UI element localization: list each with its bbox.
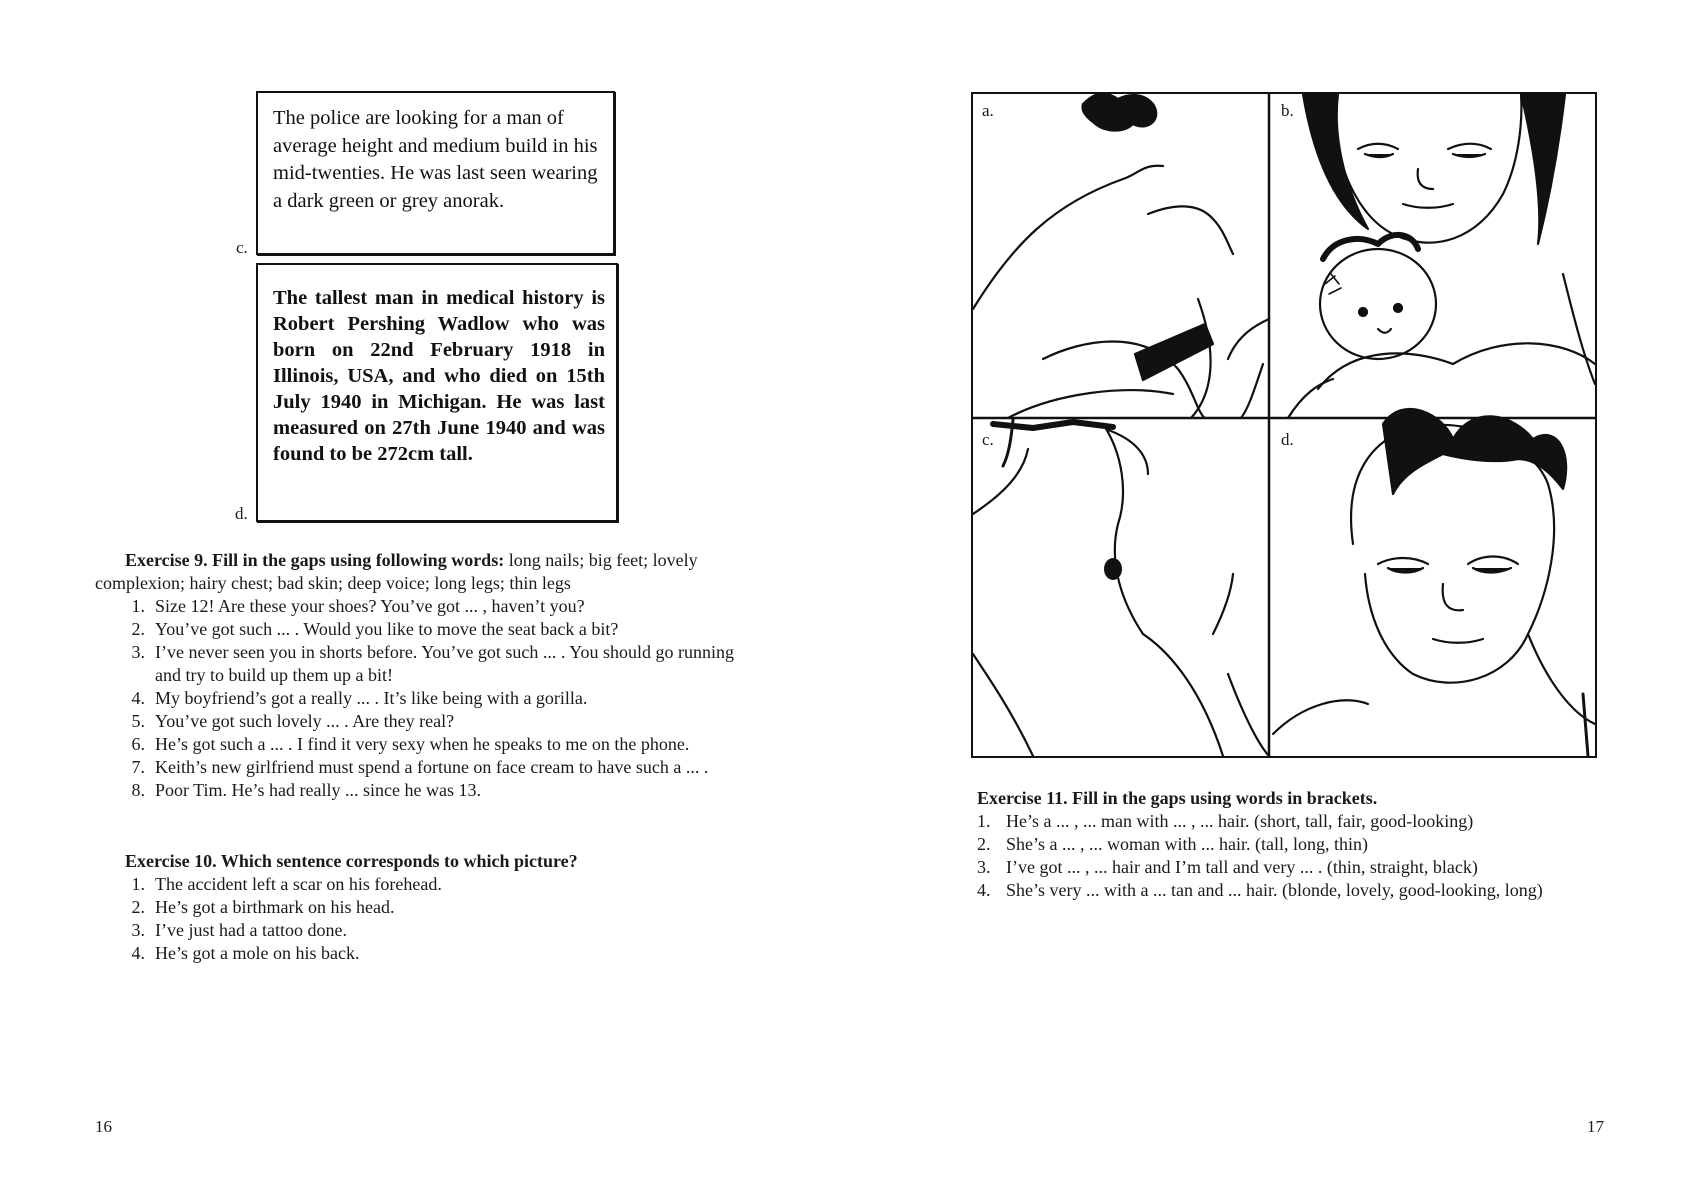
exercise-11 <box>977 787 1617 902</box>
item-text: My boyfriend’s got a really ... . It’s like being with a gorilla. <box>155 688 588 708</box>
exercise-11-heading: Exercise 11. Fill in the gaps using words in brackets. <box>977 788 1378 808</box>
exercise-9-list <box>125 595 760 802</box>
illustration-grid <box>973 94 1595 756</box>
list-item <box>125 710 760 733</box>
list-item <box>125 896 755 919</box>
text-box-d <box>256 263 618 522</box>
list-item <box>125 618 760 641</box>
list-item <box>125 779 760 802</box>
item-text: You’ve got such lovely ... . Are they real? <box>155 711 455 731</box>
panel-label-a: a. <box>982 101 994 120</box>
list-item <box>125 733 760 756</box>
exercise-9-instructions <box>95 549 760 595</box>
item-text: I’ve got ... , ... hair and I’m tall and very ... . (thin, straight, black) <box>1006 857 1478 877</box>
text-box-c <box>256 91 615 255</box>
item-number: 8. <box>131 780 145 800</box>
panel-label-c: c. <box>982 430 994 449</box>
item-number: 2. <box>131 619 145 639</box>
item-number: 2. <box>131 897 145 917</box>
picture-grid <box>971 92 1597 758</box>
item-number: 1. <box>977 811 991 831</box>
list-item <box>125 942 755 965</box>
item-text: I’ve just had a tattoo done. <box>155 920 347 940</box>
panel-d-illustration <box>1273 409 1595 756</box>
item-number: 6. <box>131 734 145 754</box>
panel-a-illustration <box>973 94 1269 418</box>
list-item <box>125 873 755 896</box>
item-number: 1. <box>131 874 145 894</box>
item-number: 5. <box>131 711 145 731</box>
panel-label-d: d. <box>1281 430 1294 449</box>
item-number: 2. <box>977 834 991 854</box>
item-number: 3. <box>977 857 991 877</box>
item-text: Poor Tim. He’s had really ... since he was 13. <box>155 780 481 800</box>
item-number: 4. <box>131 943 145 963</box>
list-item <box>977 833 1617 856</box>
item-text: She’s very ... with a ... tan and ... hair. (blonde, lovely, good-looking, long) <box>1006 880 1543 900</box>
exercise-9 <box>95 549 760 802</box>
item-text: Size 12! Are these your shoes? You’ve got ... , haven’t you? <box>155 596 585 616</box>
exercise-9-heading: Exercise 9. Fill in the gaps using following words: <box>125 550 505 570</box>
item-text: You’ve got such ... . Would you like to move the seat back a bit? <box>155 619 619 639</box>
text-box-c-content: The police are looking for a man of average height and medium build in his mid-twenties. He was last seen wearing a dark green or grey anorak. <box>273 107 598 212</box>
item-number: 4. <box>131 688 145 708</box>
item-text: I’ve never seen you in shorts before. You’ve got such ... . You should go running and try to build up them up a bit! <box>155 642 734 685</box>
page-number-left: 16 <box>95 1117 112 1136</box>
item-number: 7. <box>131 757 145 777</box>
list-item <box>125 919 755 942</box>
list-item <box>125 687 760 710</box>
list-item <box>125 595 760 618</box>
item-number: 1. <box>131 596 145 616</box>
list-item <box>125 756 760 779</box>
exercise-9-word-list: long nails; big feet; lovely complexion; hairy chest; bad skin; deep voice; long legs; thin legs <box>95 550 698 593</box>
panel-label-b: b. <box>1281 101 1294 120</box>
panel-b-illustration <box>1288 94 1595 418</box>
exercise-10-heading: Exercise 10. Which sentence corresponds to which picture? <box>125 851 578 871</box>
list-item <box>977 856 1617 879</box>
item-text: He’s a ... , ... man with ... , ... hair. (short, tall, fair, good-looking) <box>1006 811 1474 831</box>
page-number-right: 17 <box>1587 1117 1604 1136</box>
item-text: He’s got such a ... . I find it very sexy when he speaks to me on the phone. <box>155 734 690 754</box>
box-label-c: c. <box>236 238 248 257</box>
exercise-11-list <box>977 810 1617 902</box>
exercise-10-list <box>125 873 755 965</box>
item-text: He’s got a mole on his back. <box>155 943 360 963</box>
list-item <box>977 810 1617 833</box>
item-text: The accident left a scar on his forehead. <box>155 874 442 894</box>
item-text: Keith’s new girlfriend must spend a fortune on face cream to have such a ... . <box>155 757 709 777</box>
exercise-10 <box>125 850 755 965</box>
box-label-d: d. <box>235 504 248 523</box>
list-item <box>125 641 760 687</box>
panel-c-illustration <box>973 420 1269 756</box>
item-text: He’s got a birthmark on his head. <box>155 897 395 917</box>
item-number: 3. <box>131 920 145 940</box>
item-number: 3. <box>131 642 145 662</box>
list-item <box>977 879 1617 902</box>
item-number: 4. <box>977 880 991 900</box>
item-text: She’s a ... , ... woman with ... hair. (tall, long, thin) <box>1006 834 1368 854</box>
text-box-d-content: The tallest man in medical history is Robert Pershing Wadlow who was born on 22nd February 1918 in Illinois, USA, and who died on 15th July 1940 in Michigan. He was last measured on 27th June 1940 and was found to be 272cm tall. <box>273 287 605 465</box>
